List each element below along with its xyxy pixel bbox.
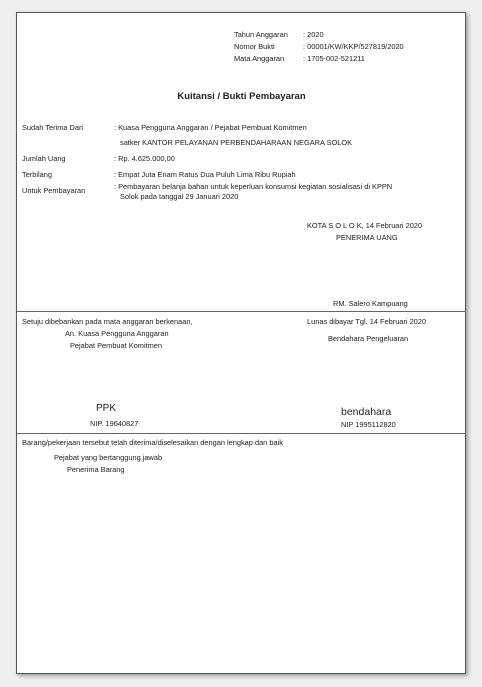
header-value-mata: : 1705-002-521211 xyxy=(303,54,365,63)
receipt-page xyxy=(16,12,466,674)
approval-right-signature: bendahara xyxy=(341,406,392,418)
approval-left-nip: NIP. 19640827 xyxy=(90,419,139,428)
receiver-name: RM. Salero Kampuang xyxy=(333,299,408,308)
field-value-sudah-terima-2: satker KANTOR PELAYANAN PERBENDAHARAAN NEGARA SOLOK xyxy=(120,138,353,147)
approval-left-line3: Pejabat Pembuat Komitmen xyxy=(70,341,163,350)
header-value-tahun: : 2020 xyxy=(303,30,324,39)
document-title: Kuitansi / Bukti Pembayaran xyxy=(177,91,306,102)
header-label-tahun: Tahun Anggaran xyxy=(234,30,288,39)
approval-right-nip: NIP 1995112820 xyxy=(341,420,396,429)
field-value-sudah-terima-1: : Kuasa Pengguna Anggaran / Pejabat Pembuat Komitmen xyxy=(114,123,307,132)
field-value-untuk-1: : Pembayaran belanja bahan untuk keperluan konsumsi kegiatan sosialisasi di KPPN xyxy=(114,182,393,191)
receiver-place-date: KOTA S O L O K, 14 Februari 2020 xyxy=(307,221,423,230)
field-label-untuk: Untuk Pembayaran xyxy=(22,186,86,195)
field-value-untuk-2: Solok pada tanggal 29 Januari 2020 xyxy=(120,192,239,201)
field-label-terbilang: Terbilang xyxy=(22,170,52,179)
approval-left-line1: Setuju dibebankan pada mata anggaran berkenaan, xyxy=(22,317,193,326)
field-label-sudah-terima: Sudah Terima Dari xyxy=(22,123,84,132)
field-label-jumlah: Jumlah Uang xyxy=(22,154,66,163)
field-value-terbilang: : Empat Juta Enam Ratus Dua Puluh Lima Ribu Rupiah xyxy=(114,170,296,179)
field-value-jumlah: : Rp. 4.625.000,00 xyxy=(114,154,175,163)
header-value-nomor: : 00001/KW/KKP/527819/2020 xyxy=(303,42,404,51)
approval-right-line1: Lunas dibayar Tgl. 14 Februari 2020 xyxy=(307,317,427,326)
goods-line1: Barang/pekerjaan tersebut telah diterima/diselesaikan dengan lengkap dan baik xyxy=(22,438,283,447)
receiver-role: PENERIMA UANG xyxy=(336,233,398,242)
goods-line2: Pejabat yang bertanggung jawab xyxy=(54,453,163,462)
goods-line3: Penerima Barang xyxy=(67,465,125,474)
header-label-mata: Mata Anggaran xyxy=(234,54,285,63)
divider-top xyxy=(17,311,466,312)
approval-left-line2: An. Kuasa Pengguna Anggaran xyxy=(65,329,169,338)
approval-left-signature: PPK xyxy=(96,403,117,414)
divider-middle xyxy=(17,433,466,434)
approval-right-line2: Bendahara Pengeluaran xyxy=(328,334,409,343)
header-label-nomor: Nomor Bukti xyxy=(234,42,275,51)
